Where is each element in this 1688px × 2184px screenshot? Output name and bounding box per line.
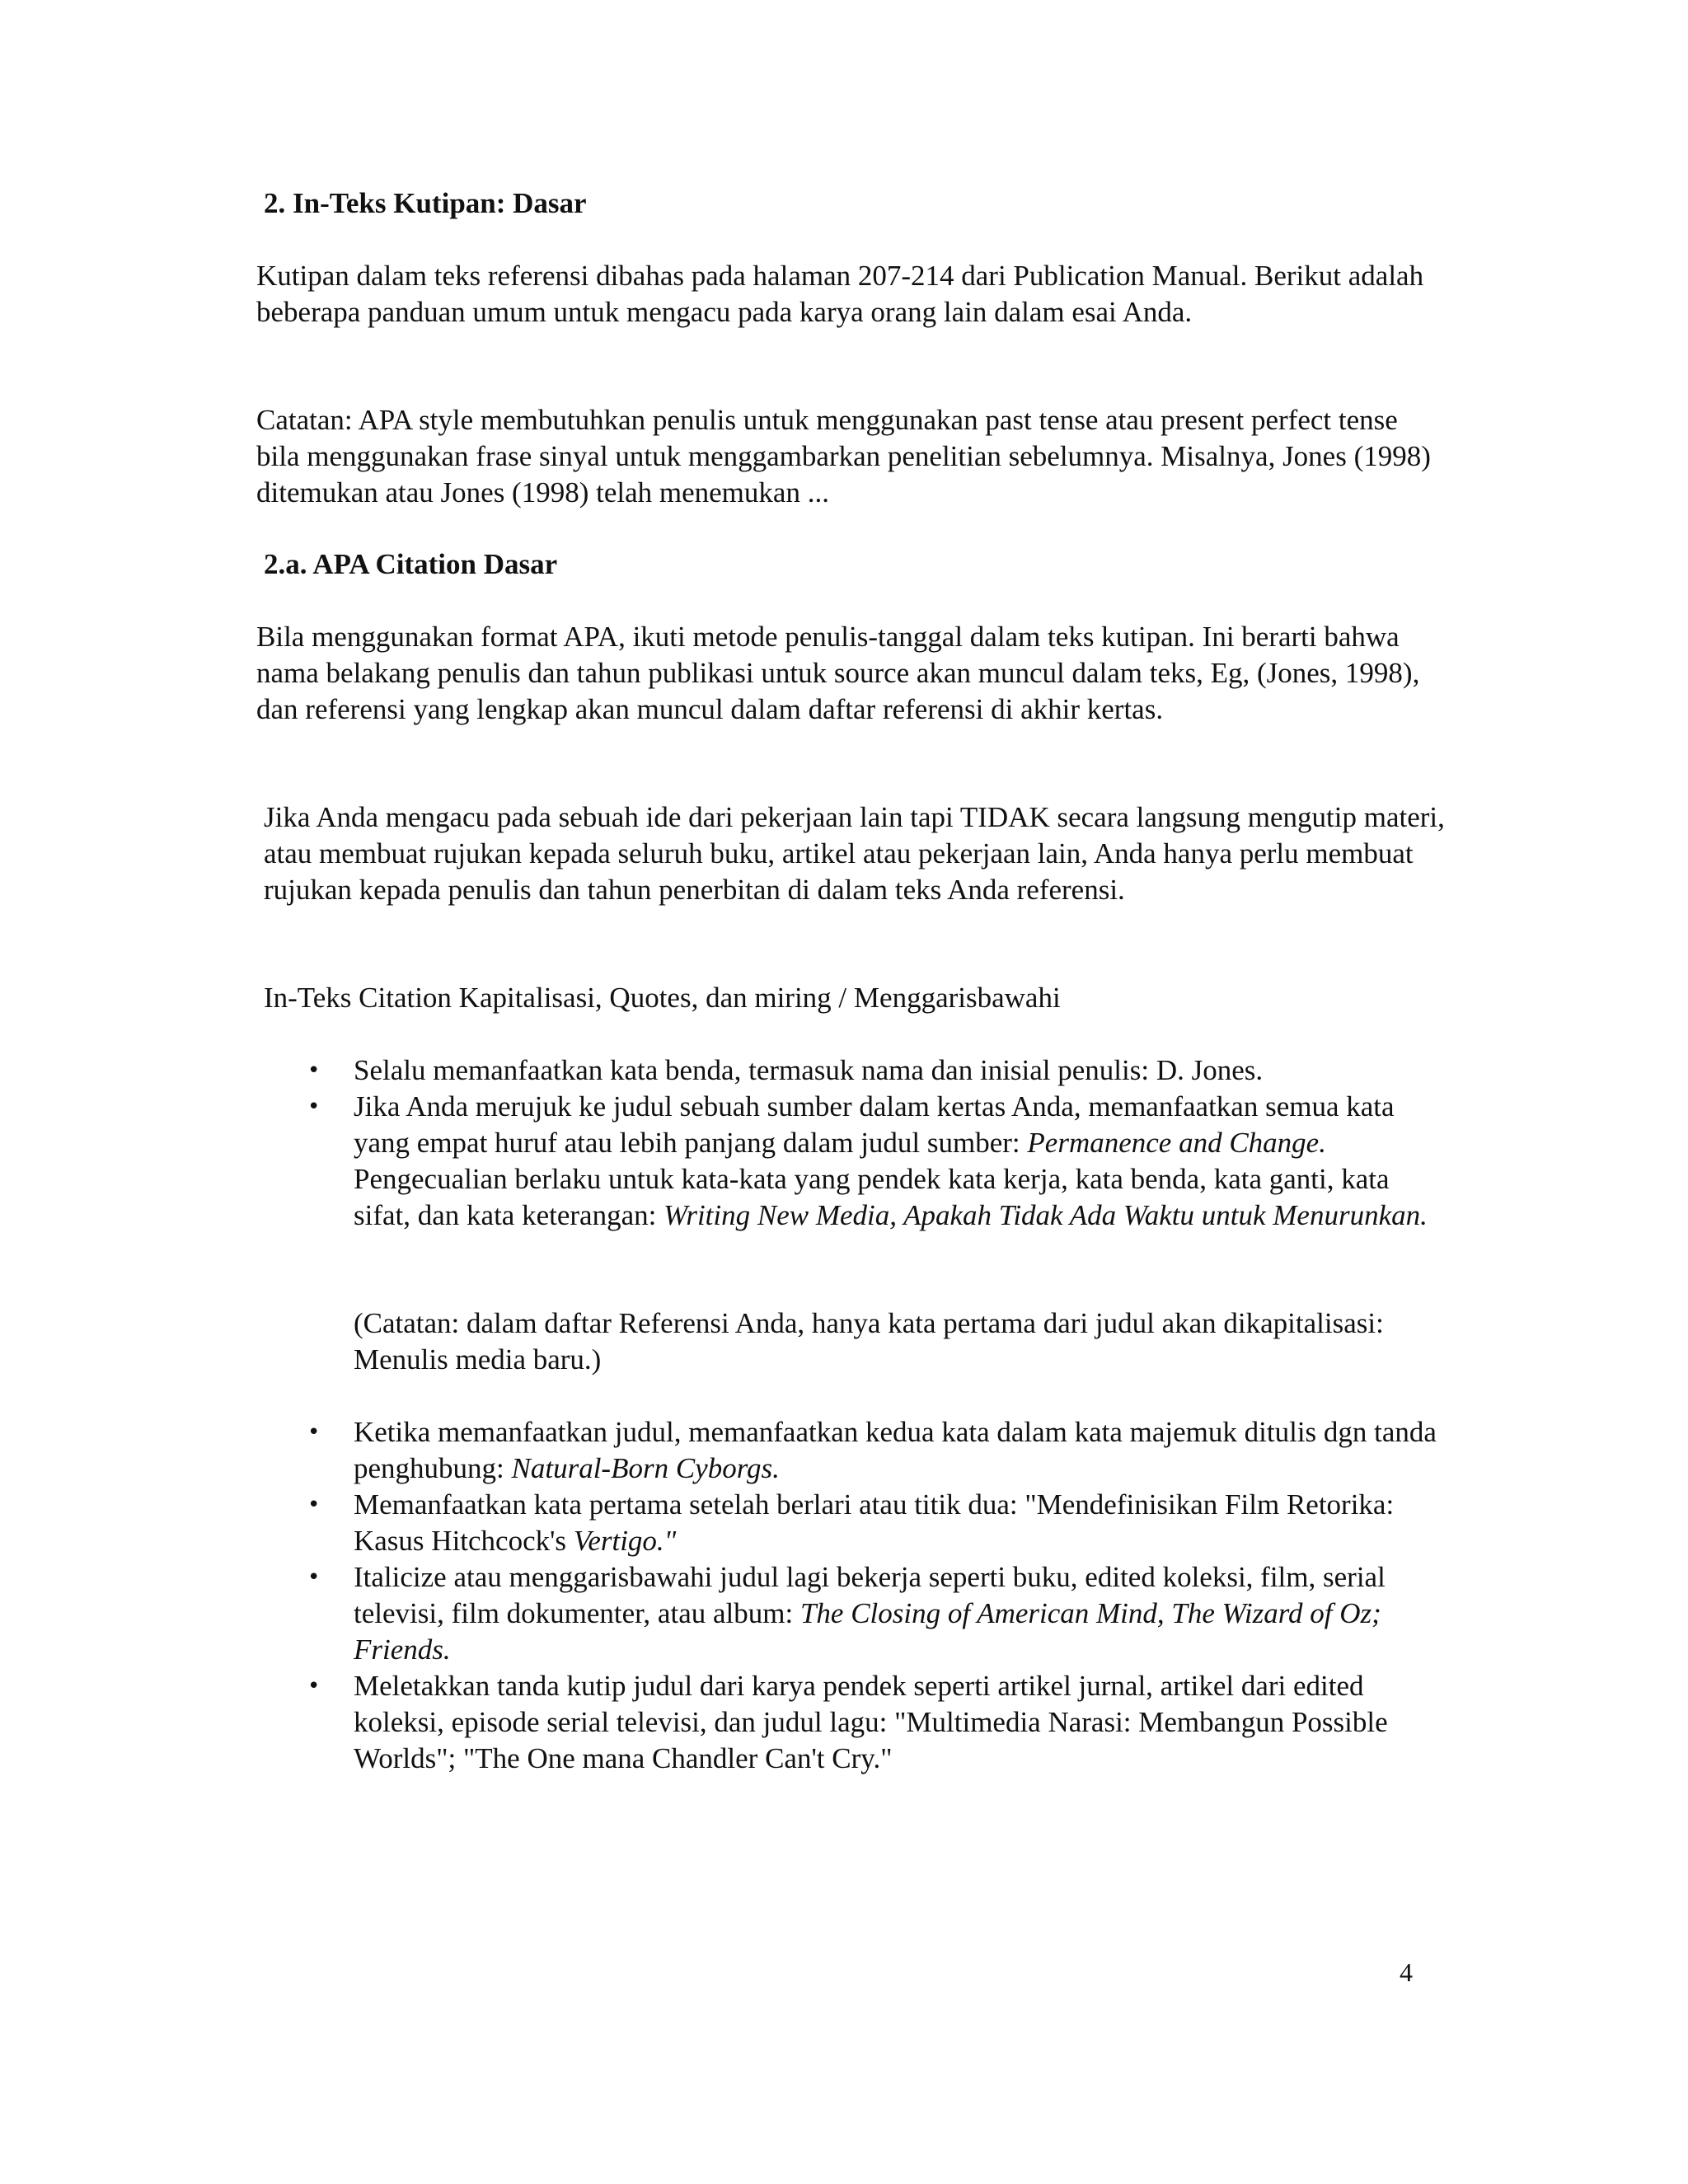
paragraph-note-tense: Catatan: APA style membutuhkan penulis untuk menggunakan past tense atau present perfect tense bila menggunakan frase sinyal untuk menggambarkan penelitian sebelumnya. Misalnya, Jones (1998) ditemukan atau Jones (1998) telah menemukan ...: [256, 404, 1431, 509]
page-number: 4: [1400, 1957, 1413, 1987]
bullet-icon: •: [307, 1674, 321, 1699]
italic-title: Permanence and Change.: [1027, 1127, 1326, 1159]
bullet-list-1: [256, 1052, 1443, 1234]
bullet-icon: •: [307, 1565, 321, 1590]
subheading-capitalization: In-Teks Citation Kapitalisasi, Quotes, dan miring / Menggarisbawahi: [264, 982, 1061, 1014]
italic-title: Writing New Media, Apakah Tidak Ada Waktu untuk Menurunkan.: [663, 1199, 1428, 1231]
list-item: [256, 1089, 1443, 1234]
italic-title: Vertigo.": [573, 1525, 677, 1557]
list-item-text: Pengecualian berlaku untuk kata-kata yang pendek kata kerja, kata benda, kata ganti, kata sifat, dan kata keterangan:: [354, 1163, 1390, 1231]
list-item-text: Memanfaatkan kata pertama setelah berlari atau titik dua: "Mendefinisikan Film Retorika: Kasus Hitchcock's: [354, 1488, 1395, 1557]
paragraph-indirect-reference: Jika Anda mengacu pada sebuah ide dari pekerjaan lain tapi TIDAK secara langsung mengutip materi, atau membuat rujukan kepada seluruh buku, artikel atau pekerjaan lain, Anda hanya perlu membuat rujukan kepada penulis dan tahun penerbitan di dalam teks Anda referensi.: [264, 801, 1445, 906]
list-item-text: Italicize atau menggarisbawahi judul lagi bekerja seperti buku, edited koleksi, film, serial televisi, film dokumenter, atau album:: [354, 1561, 1386, 1629]
list-item: [256, 1668, 1443, 1777]
bullet-icon: •: [307, 1094, 321, 1119]
references-note: (Catatan: dalam daftar Referensi Anda, hanya kata pertama dari judul akan dikapitalisasi: Menulis media baru.): [354, 1307, 1384, 1376]
italic-title: The Closing of American Mind, The Wizard of Oz; Friends.: [354, 1597, 1381, 1666]
italic-title: Natural-Born Cyborgs.: [511, 1452, 780, 1484]
list-item: [256, 1052, 1443, 1089]
section-heading-2a: 2.a. APA Citation Dasar: [264, 548, 558, 580]
list-item-text: Ketika memanfaatkan judul, memanfaatkan kedua kata dalam kata majemuk ditulis dgn tanda penghubung:: [354, 1416, 1437, 1484]
bullet-list-2: [256, 1414, 1443, 1777]
section-heading-2: 2. In-Teks Kutipan: Dasar: [264, 187, 587, 219]
bullet-icon: •: [307, 1420, 321, 1445]
paragraph-author-date: Bila menggunakan format APA, ikuti metode penulis-tanggal dalam teks kutipan. Ini berarti bahwa nama belakang penulis dan tahun publikasi untuk source akan muncul dalam teks, Eg, (Jones, 1998), dan referensi yang lengkap akan muncul dalam daftar referensi di akhir kertas.: [256, 621, 1420, 725]
list-item-text: Meletakkan tanda kutip judul dari karya pendek seperti artikel jurnal, artikel dari edited koleksi, episode serial televisi, dan judul lagu: "Multimedia Narasi: Membangun Possible Worlds"; "The One mana Chandler Can't Cry.": [354, 1670, 1388, 1774]
list-item-text: Selalu memanfaatkan kata benda, termasuk nama dan inisial penulis: D. Jones.: [354, 1054, 1264, 1086]
list-item-text: Jika Anda merujuk ke judul sebuah sumber dalam kertas Anda, memanfaatkan semua kata yang empat huruf atau lebih panjang dalam judul sumber:: [354, 1090, 1395, 1159]
paragraph-intro: Kutipan dalam teks referensi dibahas pada halaman 207-214 dari Publication Manual. Berikut adalah beberapa panduan umum untuk mengacu pada karya orang lain dalam esai Anda.: [256, 260, 1424, 328]
bullet-icon: •: [307, 1493, 321, 1517]
bullet-icon: •: [307, 1058, 321, 1083]
list-item: [256, 1487, 1443, 1559]
list-item: [256, 1559, 1443, 1668]
list-item: [256, 1414, 1443, 1487]
